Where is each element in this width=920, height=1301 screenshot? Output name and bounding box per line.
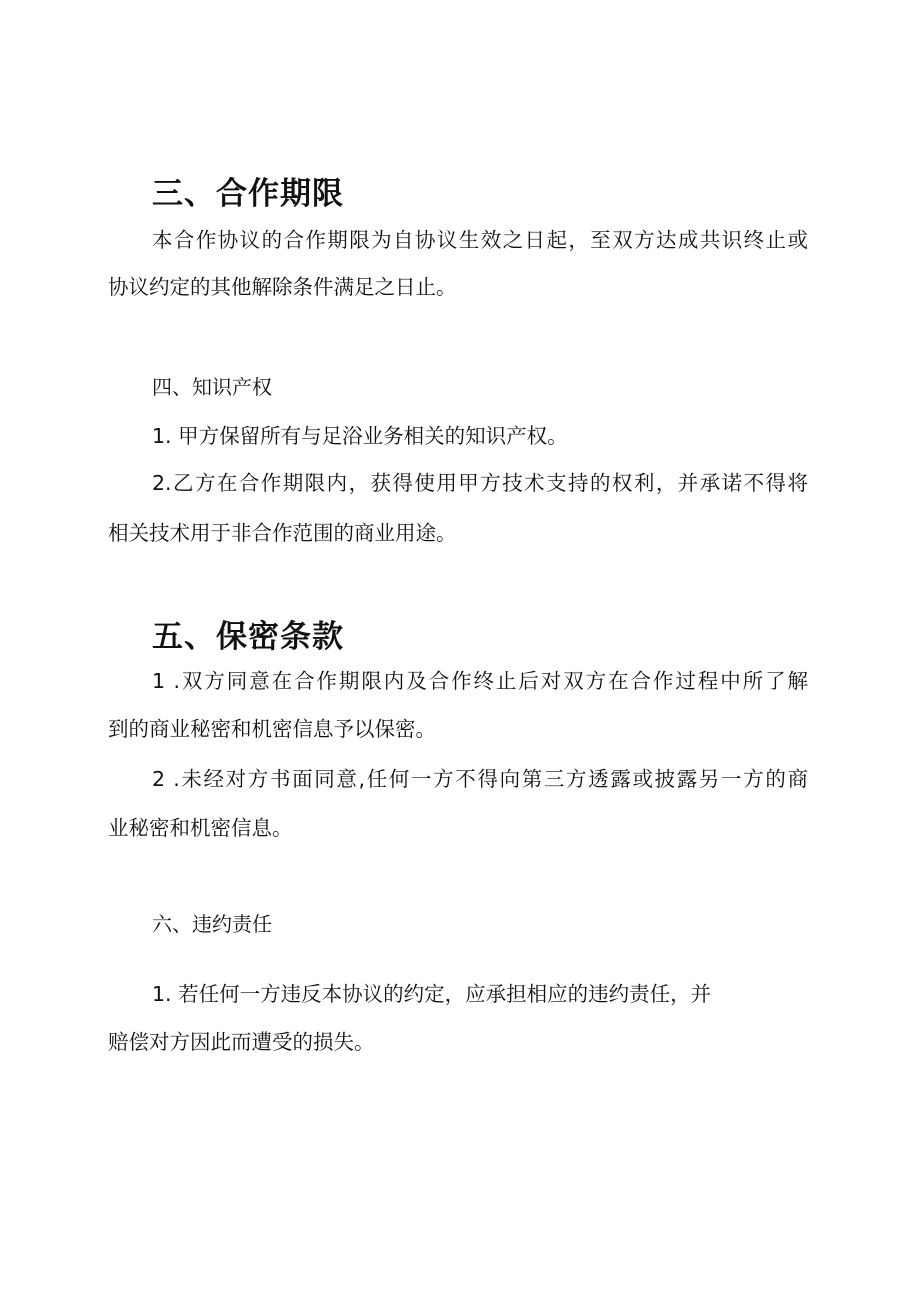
section-4-item-1: 1. 甲方保留所有与足浴业务相关的知识产权。 — [152, 424, 568, 448]
section-4-item-2-line-1: 2.乙方在合作期限内，获得使用甲方技术支持的权利，并承诺不得将 — [152, 471, 808, 495]
section-6-item-1-line-2: 赔偿对方因此而遭受的损失。 — [108, 1030, 375, 1054]
section-5-item-1-line-1: 1 .双方同意在合作期限内及合作终止后对双方在合作过程中所了解 — [152, 669, 808, 693]
section-6-heading: 六、违约责任 — [152, 912, 272, 936]
section-5-item-1-line-2: 到的商业秘密和机密信息予以保密。 — [108, 717, 436, 741]
section-3-paragraph-line-1: 本合作协议的合作期限为自协议生效之日起，至双方达成共识终止或 — [152, 228, 808, 252]
section-6-item-1-line-1: 1. 若任何一方违反本协议的约定，应承担相应的违约责任，并 — [152, 982, 712, 1006]
section-3-heading: 三、合作期限 — [152, 176, 344, 212]
section-3-paragraph-line-2: 协议约定的其他解除条件满足之日止。 — [108, 275, 457, 299]
section-4-heading: 四、知识产权 — [152, 375, 272, 399]
section-5-item-2-line-2: 业秘密和机密信息。 — [108, 816, 293, 840]
section-4-item-2-line-2: 相关技术用于非合作范围的商业用途。 — [108, 521, 457, 545]
section-5-item-2-line-1: 2 .未经对方书面同意,任何一方不得向第三方透露或披露另一方的商 — [152, 767, 808, 791]
section-5-heading: 五、保密条款 — [152, 619, 344, 655]
